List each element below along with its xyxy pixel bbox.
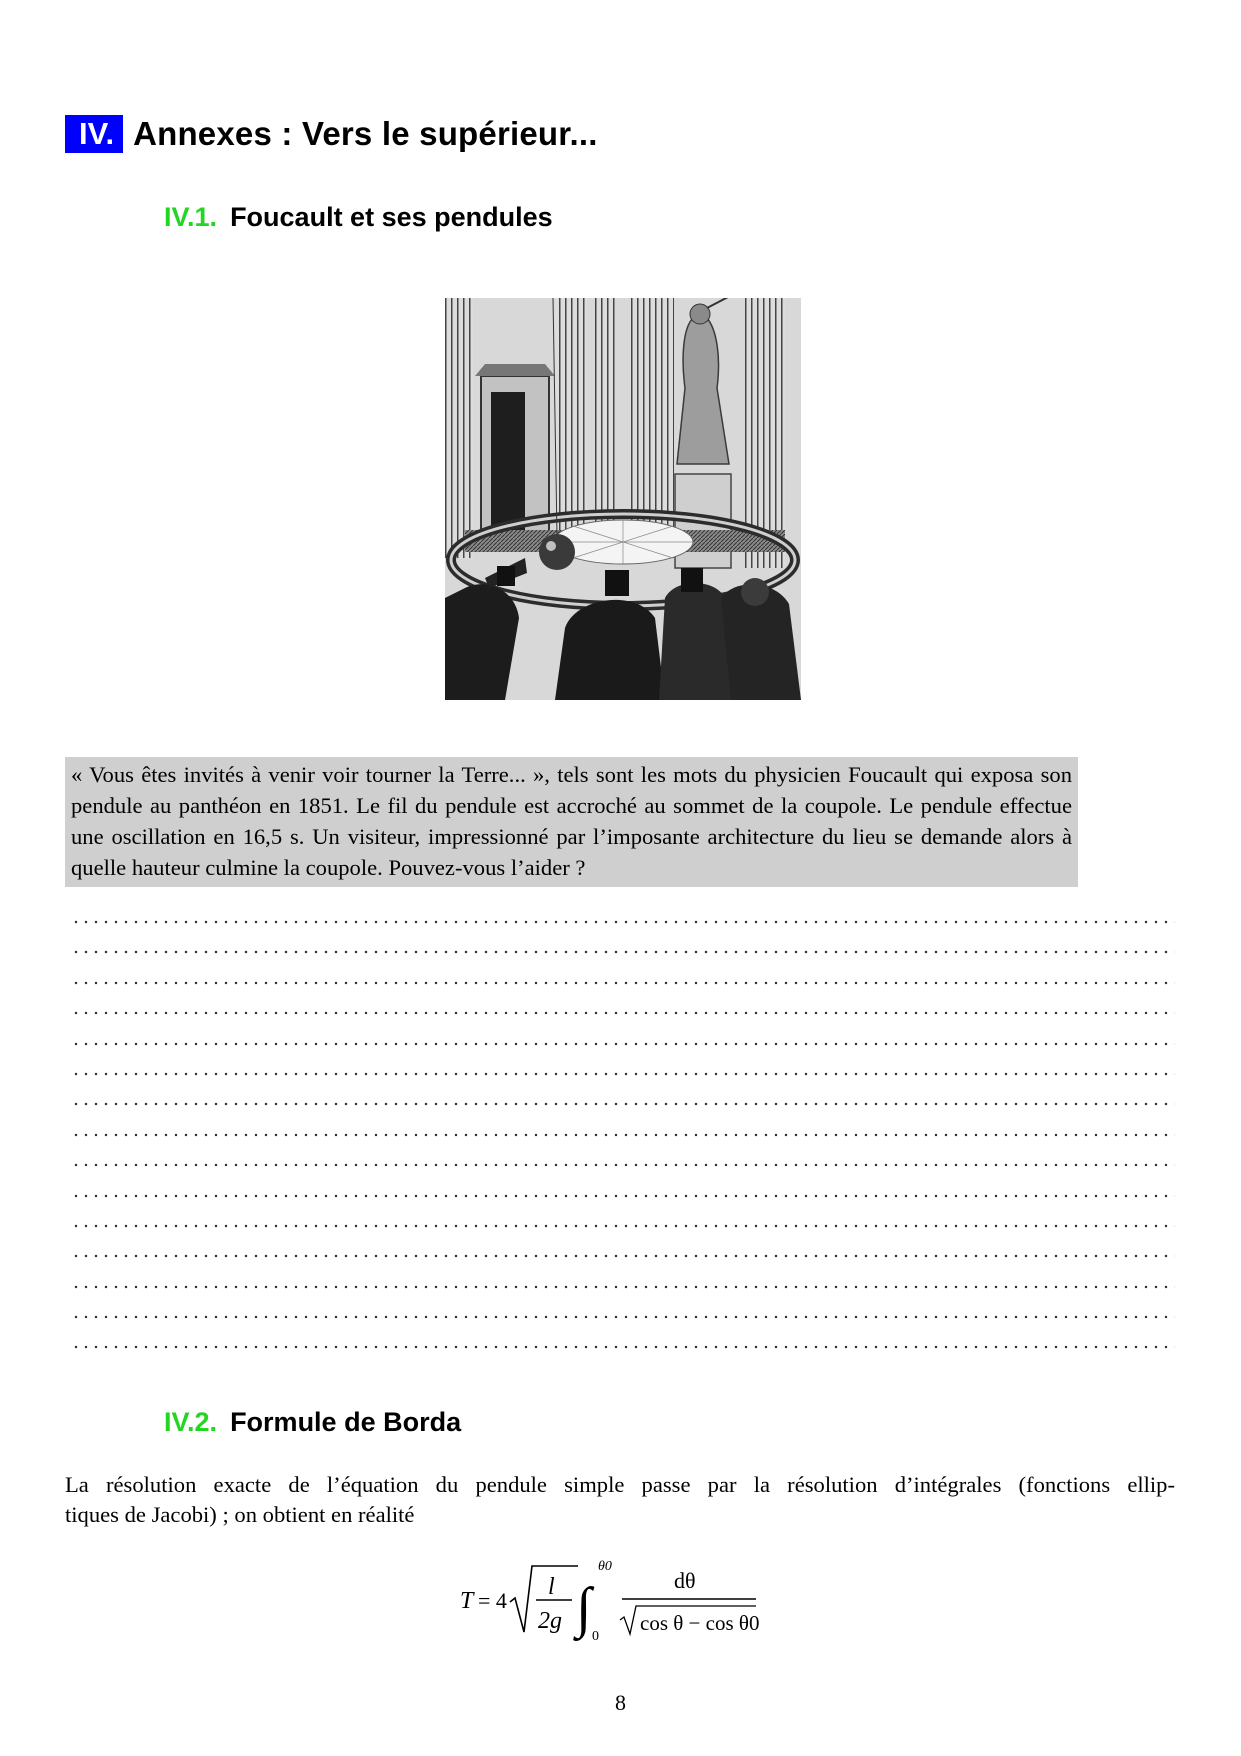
section-title: Annexes : Vers le supérieur... <box>133 115 598 152</box>
subsection-title: Foucault et ses pendules <box>230 202 553 232</box>
paragraph-line: La résolution exacte de l’équation du pendule simple passe par la résolution d’intégrales (fonctions ellip- <box>65 1472 1175 1497</box>
paragraph-line: tiques de Jacobi) ; on obtient en réalité <box>65 1502 415 1527</box>
integral-sign: ∫ <box>576 1577 592 1639</box>
answer-line <box>71 989 1175 1019</box>
borda-formula <box>460 1556 790 1646</box>
integral-lower: 0 <box>592 1629 599 1644</box>
foucault-pendulum-illustration <box>445 298 801 700</box>
answer-line <box>71 1020 1175 1050</box>
subsection-title: Formule de Borda <box>230 1407 462 1437</box>
integral-upper: θ0 <box>598 1559 612 1574</box>
answer-line <box>71 1323 1175 1353</box>
answer-line <box>71 1050 1175 1080</box>
fraction-denominator: cos θ − cos θ0 <box>640 1611 760 1635</box>
answer-line <box>71 1293 1175 1323</box>
section-heading <box>65 114 598 154</box>
subsection-heading-foucault <box>164 202 553 233</box>
question-box: « Vous êtes invités à venir voir tourner la Terre... », tels sont les mots du physicien Foucault qui exposa son pendule au panthéon en 1851. Le fil du pendule est accroché au sommet de la coupole. Le pendule effectue une oscillation en 16,5 s. Un visiteur, impressionné par l’imposante architecture du lieu se demande alors à quelle hauteur culmine la coupole. Pouvez-vous l’aider ? <box>65 757 1078 887</box>
engraving-image <box>445 298 801 700</box>
sqrt-numerator: l <box>548 1574 555 1600</box>
subsection-number: IV.1. <box>164 202 218 232</box>
subsection-number: IV.2. <box>164 1407 218 1437</box>
borda-paragraph <box>65 1470 1175 1530</box>
answer-lines <box>71 898 1175 1354</box>
sqrt-denominator: 2g <box>538 1608 562 1634</box>
answer-line <box>71 1141 1175 1171</box>
answer-line <box>71 928 1175 958</box>
answer-line <box>71 1232 1175 1262</box>
answer-line <box>71 898 1175 928</box>
answer-line <box>71 1263 1175 1293</box>
answer-line <box>71 1080 1175 1110</box>
formula-lhs: T <box>460 1588 474 1614</box>
subsection-heading-borda <box>164 1407 461 1438</box>
answer-line <box>71 1111 1175 1141</box>
section-number: IV. <box>65 115 123 153</box>
formula-eq: = 4 <box>478 1588 507 1613</box>
answer-line <box>71 1172 1175 1202</box>
fraction-numerator: dθ <box>674 1568 696 1593</box>
answer-line <box>71 959 1175 989</box>
answer-line <box>71 1202 1175 1232</box>
page-number: 8 <box>615 1690 626 1715</box>
